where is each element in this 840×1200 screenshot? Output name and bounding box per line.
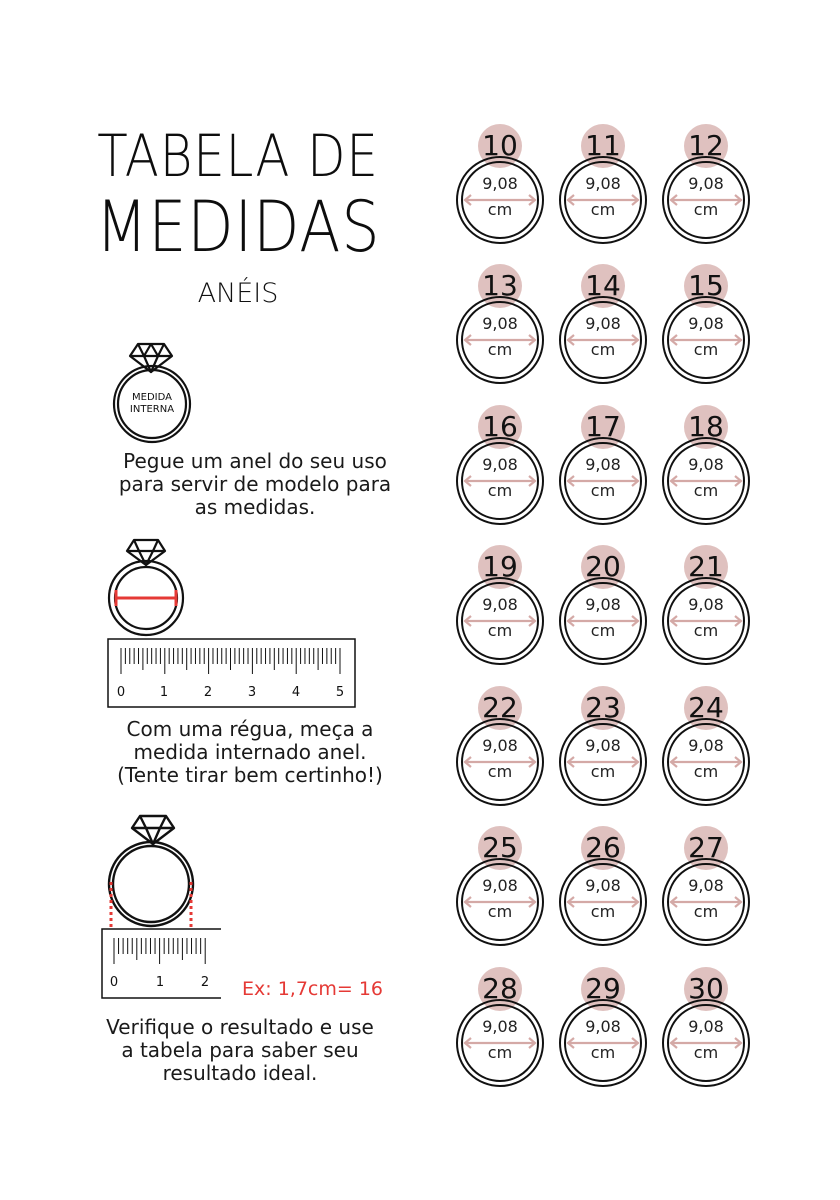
size-unit: cm: [487, 902, 513, 921]
size-measure: 9,08: [585, 455, 621, 474]
size-number: 16: [482, 410, 518, 443]
size-measure: 9,08: [688, 314, 724, 333]
ruler-label: 0: [116, 685, 126, 700]
size-number: 25: [482, 831, 518, 864]
size-card: [553, 680, 653, 810]
size-measure: 9,08: [482, 314, 518, 333]
ruler-label: 2: [203, 685, 213, 700]
size-unit: cm: [487, 340, 513, 359]
size-card: [656, 118, 756, 248]
size-number: 12: [688, 129, 724, 162]
step-3-instruction: Verifique o resultado e use a tabela para saber seu resultado ideal.: [106, 1015, 374, 1085]
size-unit: cm: [693, 200, 719, 219]
size-card: [656, 258, 756, 388]
diamond-ring-icon: [100, 812, 200, 932]
step-1-instruction: Pegue um anel do seu uso para servir de modelo para as medidas.: [118, 449, 392, 519]
size-unit: cm: [487, 762, 513, 781]
size-card: [450, 258, 550, 388]
size-unit: cm: [693, 340, 719, 359]
ruler-label: 5: [335, 685, 345, 700]
size-measure: 9,08: [482, 736, 518, 755]
diamond-ring-icon: [100, 536, 192, 640]
ring-label-line-1: MEDIDA: [132, 392, 172, 403]
ruler-label: 0: [109, 975, 119, 990]
page-title-line-1: TABELA DE: [97, 122, 379, 190]
size-unit: cm: [693, 762, 719, 781]
size-number: 24: [688, 691, 724, 724]
size-card: [656, 399, 756, 529]
size-unit: cm: [487, 200, 513, 219]
size-measure: 9,08: [688, 455, 724, 474]
size-measure: 9,08: [482, 595, 518, 614]
size-measure: 9,08: [482, 455, 518, 474]
size-card: [450, 680, 550, 810]
size-number: 23: [585, 691, 621, 724]
size-card: [553, 258, 653, 388]
ruler-label: 2: [200, 975, 210, 990]
size-number: 18: [688, 410, 724, 443]
size-measure: 9,08: [688, 1017, 724, 1036]
size-unit: cm: [590, 902, 616, 921]
size-measure: 9,08: [585, 876, 621, 895]
size-unit: cm: [590, 340, 616, 359]
size-unit: cm: [590, 621, 616, 640]
size-measure: 9,08: [482, 1017, 518, 1036]
size-measure: 9,08: [585, 1017, 621, 1036]
size-card: [656, 820, 756, 950]
size-card: [553, 961, 653, 1091]
size-number: 17: [585, 410, 621, 443]
size-measure: 9,08: [688, 736, 724, 755]
ruler-label: 3: [247, 685, 257, 700]
size-unit: cm: [590, 762, 616, 781]
size-card: [553, 539, 653, 669]
size-unit: cm: [693, 621, 719, 640]
size-number: 20: [585, 550, 621, 583]
ring-label-line-2: INTERNA: [129, 404, 175, 415]
size-card: [656, 539, 756, 669]
size-number: 15: [688, 269, 724, 302]
size-grid: [450, 118, 760, 1098]
size-unit: cm: [693, 902, 719, 921]
size-unit: cm: [590, 1043, 616, 1062]
ruler-label: 1: [155, 975, 165, 990]
page-title-line-2: MEDIDAS: [95, 186, 381, 268]
ruler-icon: [107, 638, 357, 710]
size-number: 10: [482, 129, 518, 162]
size-card: [656, 961, 756, 1091]
size-number: 13: [482, 269, 518, 302]
size-card: [450, 539, 550, 669]
size-number: 14: [585, 269, 621, 302]
size-number: 19: [482, 550, 518, 583]
size-number: 22: [482, 691, 518, 724]
ruler-label: 1: [159, 685, 169, 700]
size-measure: 9,08: [482, 174, 518, 193]
size-number: 28: [482, 972, 518, 1005]
size-unit: cm: [590, 200, 616, 219]
step-2-instruction: Com uma régua, meça a medida internado anel. (Tente tirar bem certinho!): [117, 717, 383, 787]
page-subtitle: ANÉIS: [197, 278, 279, 309]
size-number: 26: [585, 831, 621, 864]
size-card: [450, 118, 550, 248]
size-card: [450, 399, 550, 529]
size-unit: cm: [487, 481, 513, 500]
size-measure: 9,08: [688, 174, 724, 193]
size-unit: cm: [693, 1043, 719, 1062]
size-card: [656, 680, 756, 810]
diamond-ring-icon: [108, 336, 198, 446]
size-card: [553, 399, 653, 529]
size-unit: cm: [487, 621, 513, 640]
size-card: [450, 961, 550, 1091]
size-number: 21: [688, 550, 724, 583]
ruler-icon: [101, 928, 223, 1000]
size-card: [450, 820, 550, 950]
size-number: 30: [688, 972, 724, 1005]
size-unit: cm: [693, 481, 719, 500]
size-number: 11: [585, 129, 621, 162]
size-measure: 9,08: [585, 314, 621, 333]
size-measure: 9,08: [585, 174, 621, 193]
size-measure: 9,08: [688, 876, 724, 895]
size-number: 29: [585, 972, 621, 1005]
size-card: [553, 820, 653, 950]
size-measure: 9,08: [482, 876, 518, 895]
ruler-label: 4: [291, 685, 301, 700]
size-measure: 9,08: [585, 736, 621, 755]
size-unit: cm: [487, 1043, 513, 1062]
size-measure: 9,08: [688, 595, 724, 614]
size-card: [553, 118, 653, 248]
size-number: 27: [688, 831, 724, 864]
example-note: Ex: 1,7cm= 16: [242, 978, 383, 1000]
size-unit: cm: [590, 481, 616, 500]
size-measure: 9,08: [585, 595, 621, 614]
